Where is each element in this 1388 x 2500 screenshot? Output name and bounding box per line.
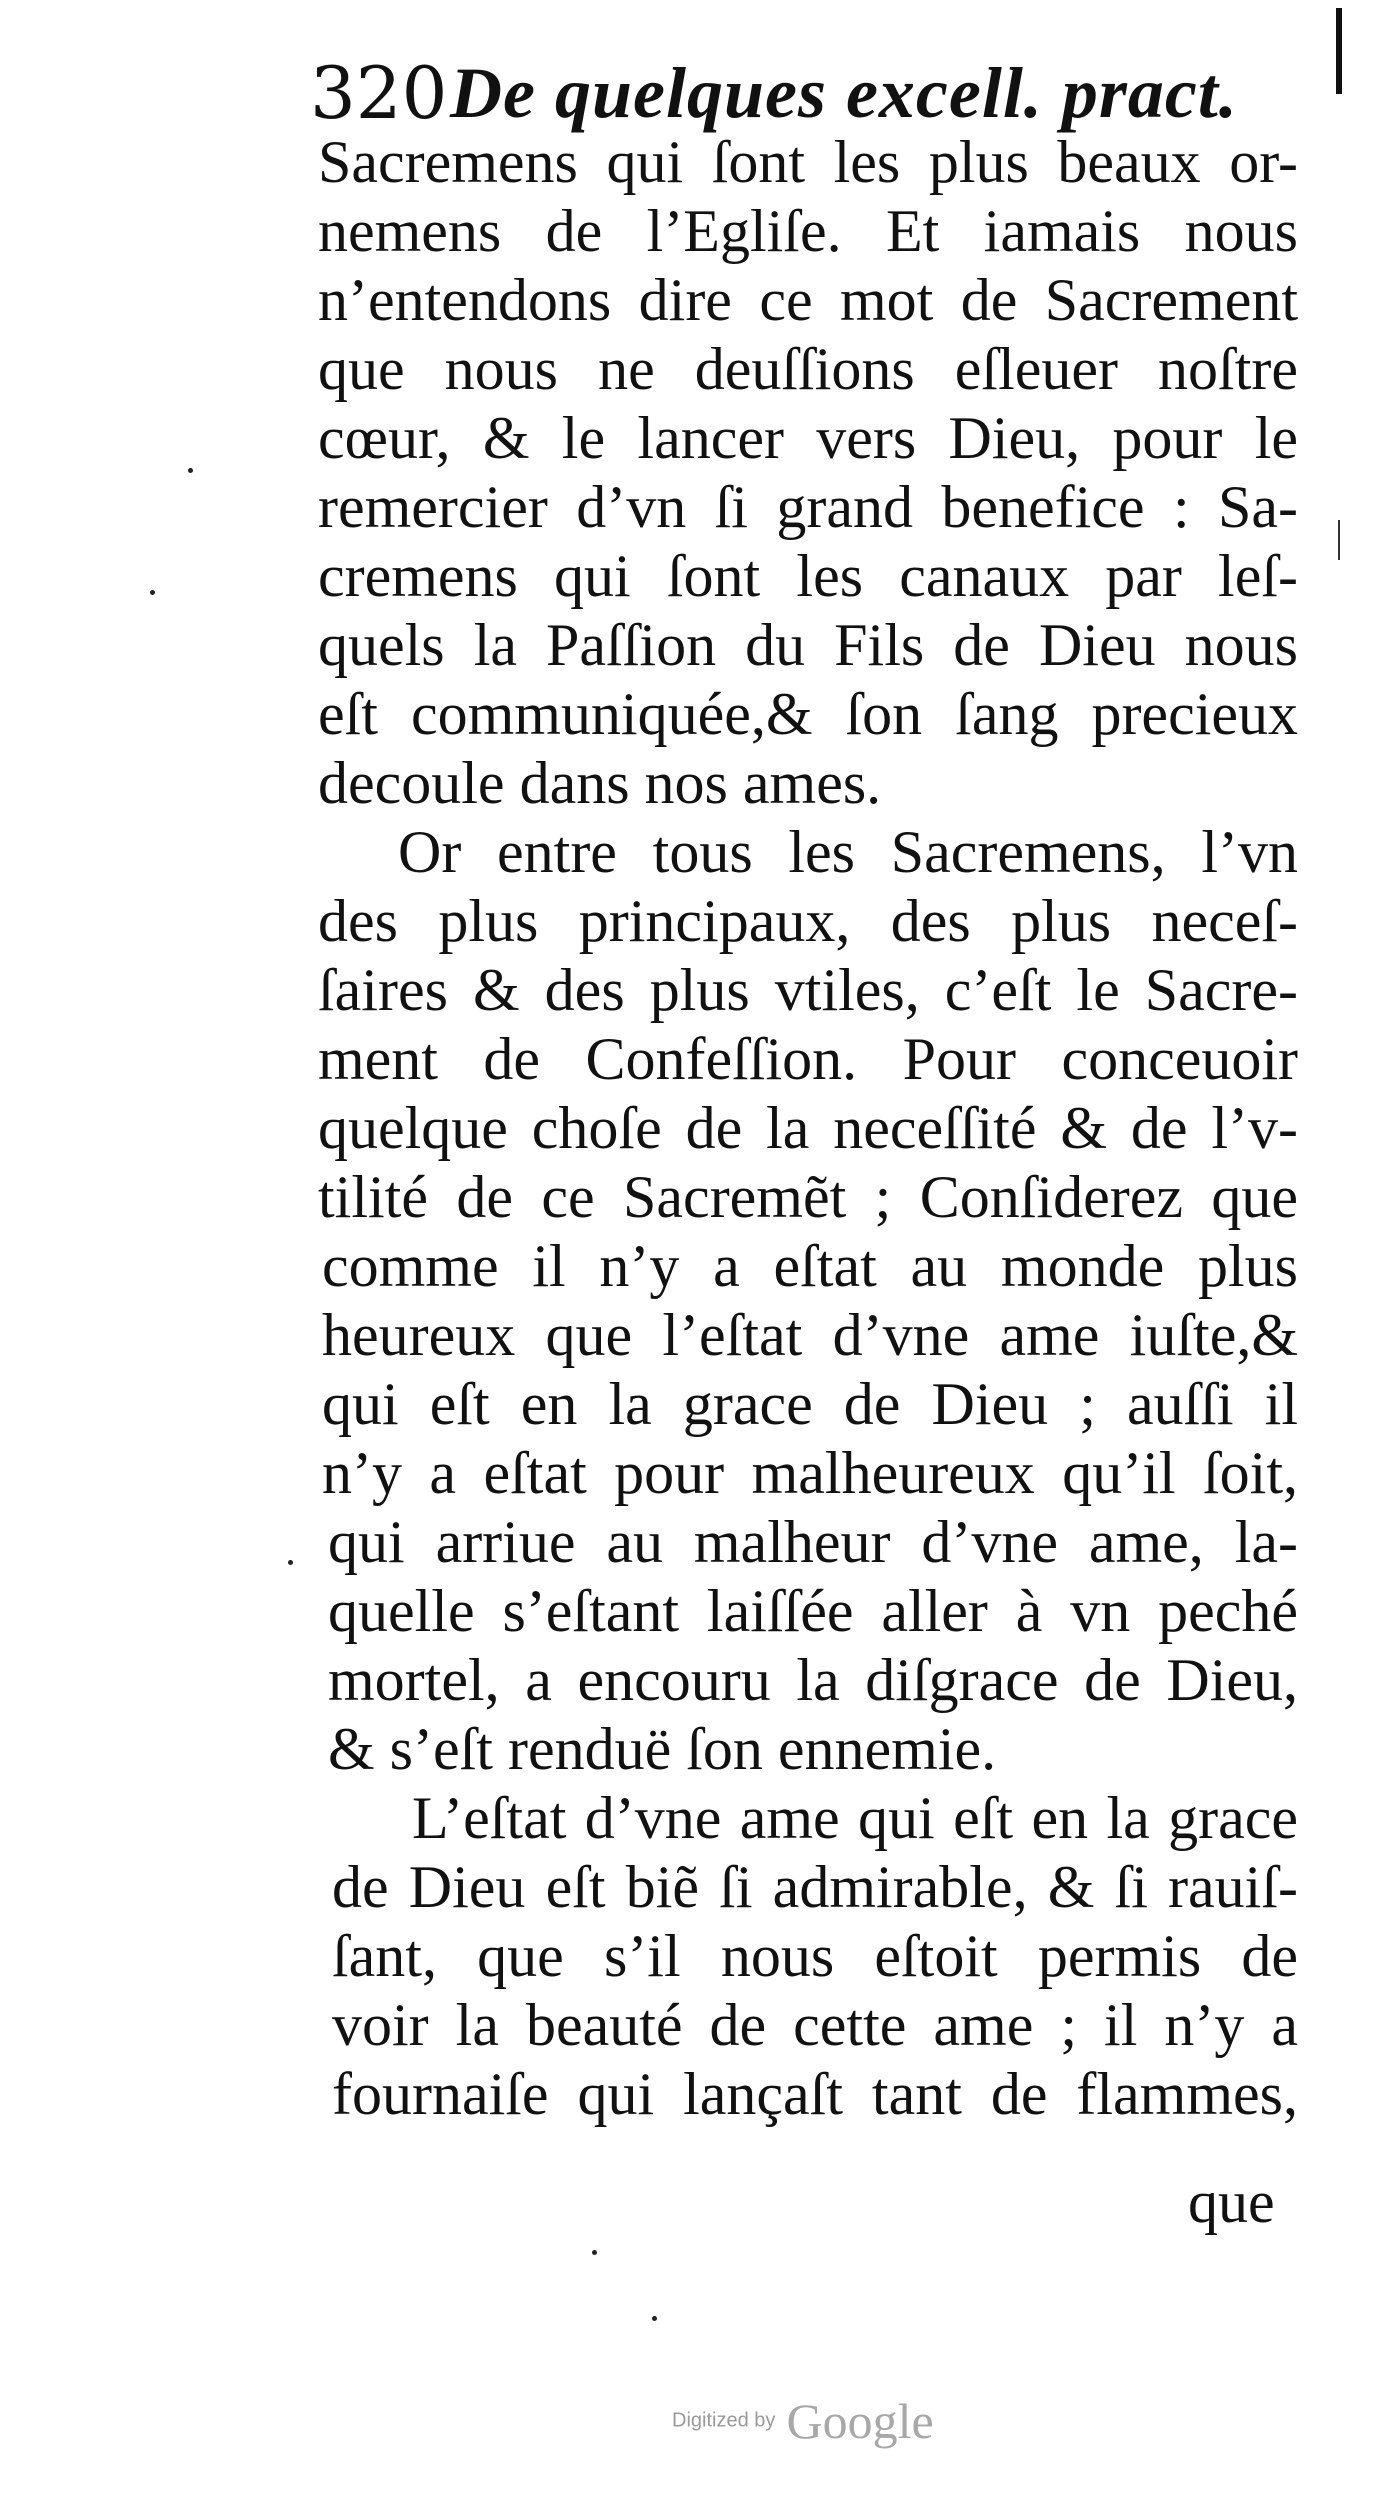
page-number: 320 — [310, 51, 448, 135]
text-line: heureux que l’eſtat d’vne ame iuſte,& — [322, 1302, 1298, 1368]
text-line: L’eſtat d’vne ame qui eſt en la grace — [412, 1785, 1298, 1851]
text-line: quelque choſe de la neceſſité & de l’v- — [318, 1095, 1298, 1161]
text-line: ment de Confeſſion. Pour conceuoir — [318, 1026, 1298, 1092]
text-line: fournaiſe qui lançaſt tant de flammes, — [332, 2061, 1298, 2127]
ink-speck — [592, 2250, 597, 2255]
page-edge-mark — [1336, 8, 1342, 94]
text-line: comme il n’y a eſtat au monde plus — [322, 1233, 1298, 1299]
running-title: De quelques excell. pract. — [450, 53, 1238, 133]
page-edge-mark — [1338, 520, 1340, 560]
text-line: & s’eſt renduë ſon ennemie. — [328, 1716, 997, 1782]
text-line: remercier d’vn ſi grand benefice : Sa- — [318, 474, 1298, 540]
text-line: voir la beauté de cette ame ; il n’y a — [332, 1992, 1298, 2058]
text-line: ſaires & des plus vtiles, c’eſt le Sacre- — [318, 957, 1298, 1023]
text-line: des plus principaux, des plus neceſ- — [318, 888, 1298, 954]
text-line: n’y a eſtat pour malheureux qu’il ſoit, — [322, 1440, 1298, 1506]
text-line: de Dieu eſt biẽ ſi admirable, & ſi rauiſ- — [332, 1854, 1298, 1920]
text-line: decoule dans nos ames. — [318, 750, 882, 816]
text-line: n’entendons dire ce mot de Sacrement — [318, 267, 1298, 333]
text-line: nemens de l’Egliſe. Et iamais nous — [318, 198, 1298, 264]
text-line: Sacremens qui ſont les plus beaux or- — [318, 129, 1298, 195]
ink-speck — [188, 468, 193, 473]
text-line: Or entre tous les Sacremens, l’vn — [398, 819, 1298, 885]
text-line: ſant, que s’il nous eſtoit permis de — [332, 1923, 1298, 1989]
text-line: tilité de ce Sacremẽt ; Conſiderez que — [318, 1164, 1298, 1230]
text-line: cœur, & le lancer vers Dieu, pour le — [318, 405, 1298, 471]
body-text — [318, 128, 1298, 2129]
catchword: que — [1188, 2169, 1275, 2235]
digitization-footer — [672, 2392, 934, 2452]
ink-speck — [150, 590, 155, 595]
text-line: que nous ne deuſſions eſleuer noſtre — [318, 336, 1298, 402]
digitized-label: Digitized by — [672, 2409, 776, 2432]
text-line: mortel, a encouru la diſgrace de Dieu, — [328, 1647, 1298, 1713]
text-line: quelle s’eſtant laiſſée aller à vn peché — [328, 1578, 1298, 1644]
text-line: qui arriue au malheur d’vne ame, la- — [328, 1509, 1298, 1575]
text-line: cremens qui ſont les canaux par leſ- — [318, 543, 1298, 609]
ink-speck — [288, 1560, 293, 1565]
text-line: quels la Paſſion du Fils de Dieu nous — [318, 612, 1298, 678]
text-line: eſt communiquée,& ſon ſang precieux — [318, 681, 1298, 747]
text-line: qui eſt en la grace de Dieu ; auſſi il — [322, 1371, 1298, 1437]
ink-speck — [652, 2316, 657, 2321]
google-logo: Google — [786, 2393, 934, 2449]
